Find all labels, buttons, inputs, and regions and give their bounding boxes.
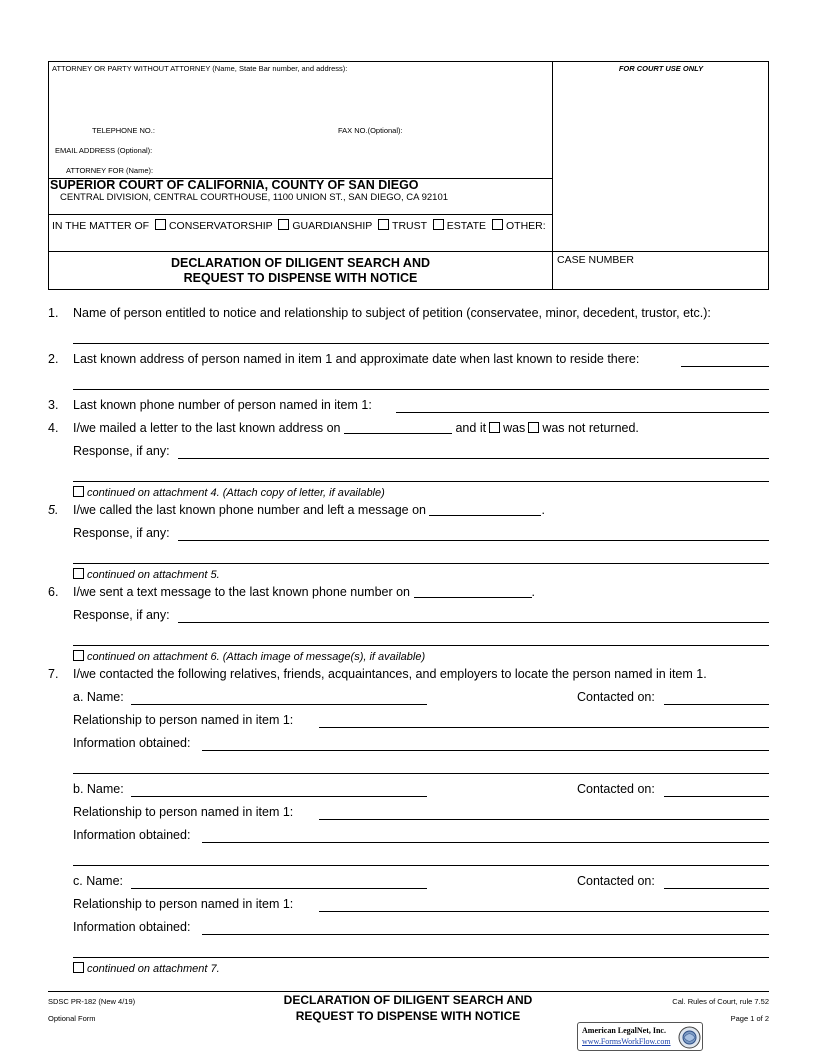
court-use-label: FOR COURT USE ONLY xyxy=(618,64,704,73)
american-legalnet-logo[interactable] xyxy=(577,1022,703,1051)
contact-b-contacted-line[interactable] xyxy=(664,796,769,797)
item-4-number: 4. xyxy=(48,421,59,435)
footer-optional: Optional Form xyxy=(48,1014,96,1023)
item-6-response-line[interactable] xyxy=(178,622,769,623)
trust-checkbox[interactable] xyxy=(378,219,389,230)
item-5-date-field[interactable] xyxy=(429,504,541,516)
item-3-line[interactable] xyxy=(396,412,769,413)
guardianship-checkbox[interactable] xyxy=(278,219,289,230)
attorney-for-label: ATTORNEY FOR (Name): xyxy=(66,166,154,175)
logo-url: www.FormsWorkFlow.com xyxy=(582,1037,671,1046)
contact-b-relationship-label: Relationship to person named in item 1: xyxy=(73,805,294,819)
other-checkbox[interactable] xyxy=(492,219,503,230)
contact-b-name-line[interactable] xyxy=(131,796,427,797)
item-7-continued-label: continued on attachment 7. xyxy=(87,963,220,975)
item-6-response-line-2[interactable] xyxy=(73,645,769,646)
item-5-response-line-2[interactable] xyxy=(73,563,769,564)
telephone-label: TELEPHONE NO.: xyxy=(92,126,155,135)
footer-rule-citation: Cal. Rules of Court, rule 7.52 xyxy=(672,997,769,1006)
contact-a-info-line[interactable] xyxy=(202,750,769,751)
court-name: SUPERIOR COURT OF CALIFORNIA, COUNTY OF SAN DIEGO xyxy=(50,178,419,192)
item-7-continued xyxy=(73,959,220,977)
contact-b-info-line-2[interactable] xyxy=(73,865,769,866)
item-4-response-line-2[interactable] xyxy=(73,481,769,482)
item-5-period: . xyxy=(541,503,545,517)
item-4-continued-label: continued on attachment 4. (Attach copy of letter, if available) xyxy=(87,487,385,499)
contact-c-name-line[interactable] xyxy=(131,888,427,889)
item-2-text: Last known address of person named in item 1 and approximate date when last known to reside there: xyxy=(73,352,640,366)
item-6-continued xyxy=(73,647,425,665)
contact-c-relationship-line[interactable] xyxy=(319,911,769,912)
attorney-label: ATTORNEY OR PARTY WITHOUT ATTORNEY (Name, State Bar number, and address): xyxy=(52,64,348,73)
item-1-line[interactable] xyxy=(73,343,769,344)
case-number-label: CASE NUMBER xyxy=(557,254,635,266)
item-4-was-not-label: was not returned. xyxy=(542,421,639,435)
item-4-was-label: was xyxy=(503,421,526,435)
logo-company-name: American LegalNet, Inc. xyxy=(582,1026,666,1035)
item-2-line[interactable] xyxy=(73,389,769,390)
item-1-text: Name of person entitled to notice and relationship to subject of petition (conservatee, minor, decedent, trustor, etc.): xyxy=(73,306,711,320)
contact-a-name-line[interactable] xyxy=(131,704,427,705)
footer-title-line2: REQUEST TO DISPENSE WITH NOTICE xyxy=(295,1009,521,1023)
contact-b-relationship-line[interactable] xyxy=(319,819,769,820)
item-4-continued-checkbox[interactable] xyxy=(73,486,84,497)
item-6-period: . xyxy=(531,585,535,599)
contact-a-info-line-2[interactable] xyxy=(73,773,769,774)
item-6-continued-label: continued on attachment 6. (Attach image of message(s), if available) xyxy=(87,651,426,663)
contact-b-info-label: Information obtained: xyxy=(73,828,191,842)
contact-a-contacted-line[interactable] xyxy=(664,704,769,705)
item-5-text xyxy=(73,503,545,517)
contact-c-info-line[interactable] xyxy=(202,934,769,935)
item-4-continued xyxy=(73,483,385,501)
item-5-response-line[interactable] xyxy=(178,540,769,541)
contact-b-contacted-label: Contacted on: xyxy=(577,782,655,796)
item-5-response-label: Response, if any: xyxy=(73,526,170,540)
item-4-response-label: Response, if any: xyxy=(73,444,170,458)
item-5-continued-label: continued on attachment 5. xyxy=(87,569,220,581)
contact-c-info-line-2[interactable] xyxy=(73,957,769,958)
item-2-number: 2. xyxy=(48,352,59,366)
item-6-text-main: I/we sent a text message to the last known phone number on xyxy=(73,585,411,599)
footer-title-line1: DECLARATION OF DILIGENT SEARCH AND xyxy=(283,993,533,1007)
form-title-line1: DECLARATION OF DILIGENT SEARCH AND xyxy=(170,256,431,270)
item-6-continued-checkbox[interactable] xyxy=(73,650,84,661)
contact-a-name-label: a. Name: xyxy=(73,690,124,704)
estate-label: ESTATE xyxy=(446,220,487,232)
court-address: CENTRAL DIVISION, CENTRAL COURTHOUSE, 1100 UNION ST., SAN DIEGO, CA 92101 xyxy=(60,192,449,203)
contact-a-relationship-line[interactable] xyxy=(319,727,769,728)
contact-c-contacted-line[interactable] xyxy=(664,888,769,889)
conservatorship-label: CONSERVATORSHIP xyxy=(168,220,273,232)
contact-c-name-label: c. Name: xyxy=(73,874,124,888)
item-4-response-line[interactable] xyxy=(178,458,769,459)
item-4-was-checkbox[interactable] xyxy=(489,422,500,433)
matter-line xyxy=(52,219,546,232)
footer-rule xyxy=(48,991,769,992)
globe-icon xyxy=(678,1026,701,1049)
contact-c-relationship-label: Relationship to person named in item 1: xyxy=(73,897,294,911)
item-6-number: 6. xyxy=(48,585,59,599)
contact-c-contacted-label: Contacted on: xyxy=(577,874,655,888)
item-6-response-label: Response, if any: xyxy=(73,608,170,622)
conservatorship-checkbox[interactable] xyxy=(155,219,166,230)
item-4-text xyxy=(73,421,639,435)
item-6-date-field[interactable] xyxy=(414,586,532,598)
contact-a-info-label: Information obtained: xyxy=(73,736,191,750)
item-2-inline-line[interactable] xyxy=(681,366,769,367)
item-6-text xyxy=(73,585,535,599)
footer-form-id: SDSC PR-182 (New 4/19) xyxy=(48,997,136,1006)
matter-prefix: IN THE MATTER OF xyxy=(52,220,150,232)
contact-a-relationship-label: Relationship to person named in item 1: xyxy=(73,713,294,727)
item-4-date-field[interactable] xyxy=(344,422,452,434)
item-5-continued xyxy=(73,565,220,583)
item-3-text: Last known phone number of person named in item 1: xyxy=(73,398,372,412)
item-4-text-a: I/we mailed a letter to the last known address on xyxy=(73,421,341,435)
item-5-number: 5. xyxy=(48,503,59,517)
item-3-number: 3. xyxy=(48,398,59,412)
form-title-line2: REQUEST TO DISPENSE WITH NOTICE xyxy=(183,271,418,285)
item-7-number: 7. xyxy=(48,667,59,681)
estate-checkbox[interactable] xyxy=(433,219,444,230)
item-5-continued-checkbox[interactable] xyxy=(73,568,84,579)
contact-c-info-label: Information obtained: xyxy=(73,920,191,934)
item-7-continued-checkbox[interactable] xyxy=(73,962,84,973)
item-5-text-main: I/we called the last known phone number and left a message on xyxy=(73,503,426,517)
contact-b-info-line[interactable] xyxy=(202,842,769,843)
fax-label: FAX NO.(Optional): xyxy=(338,126,403,135)
email-label: EMAIL ADDRESS (Optional): xyxy=(55,146,153,155)
guardianship-label: GUARDIANSHIP xyxy=(292,220,373,232)
item-4-text-b: and it xyxy=(455,421,487,435)
item-1-number: 1. xyxy=(48,306,59,320)
item-7-text: I/we contacted the following relatives, friends, acquaintances, and employers to locate the person named in item 1. xyxy=(73,667,707,681)
footer-page: Page 1 of 2 xyxy=(730,1014,769,1023)
contact-a-contacted-label: Contacted on: xyxy=(577,690,655,704)
trust-label: TRUST xyxy=(392,220,427,232)
contact-b-name-label: b. Name: xyxy=(73,782,124,796)
other-label: OTHER: xyxy=(505,220,546,232)
item-4-was-not-checkbox[interactable] xyxy=(528,422,539,433)
